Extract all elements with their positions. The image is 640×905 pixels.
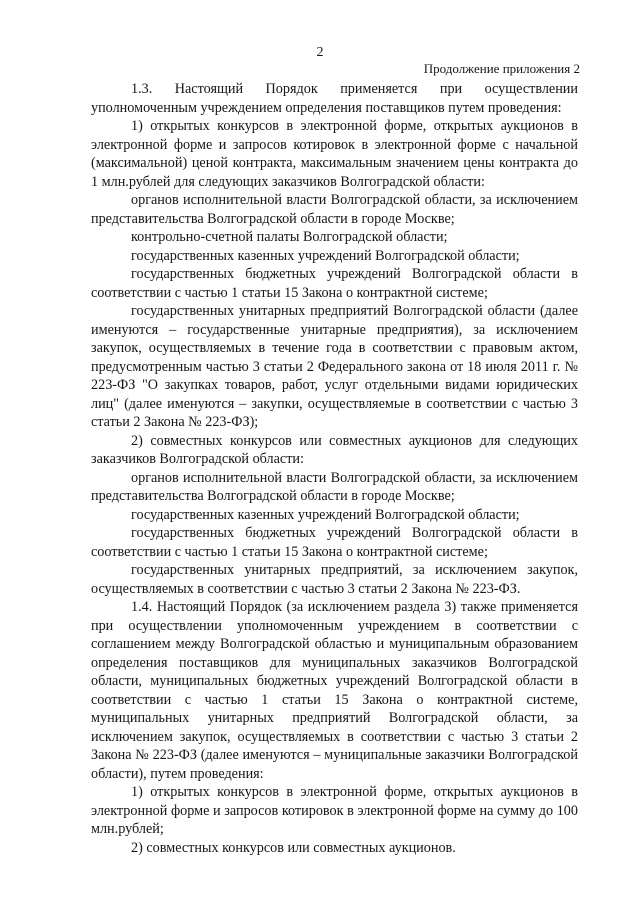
paragraph-executive-bodies: органов исполнительной власти Волгоградской области, за исключением представительства Волгоградской области в городе Москве;	[91, 192, 578, 227]
paragraph-state-institutions: государственных казенных учреждений Волгоградской области;	[131, 247, 520, 264]
paragraph-1-3: 1.3. Настоящий Порядок применяется при осуществлении уполномоченным учреждением определения поставщиков путем проведения:	[91, 81, 578, 116]
paragraph-municipal-item-1: 1) открытых конкурсов в электронной форме, открытых аукционов в электронной форме и запросов котировок в электронной форме на сумму до 100 млн.рублей;	[91, 784, 578, 837]
paragraph-municipal-item-2: 2) совместных конкурсов или совместных аукционов.	[131, 839, 456, 856]
paragraph-state-institutions-2: государственных казенных учреждений Волгоградской области;	[131, 506, 520, 523]
document-body	[91, 80, 578, 857]
paragraph-unitary-enterprises: государственных унитарных предприятий Волгоградской области (далее именуются – государственные унитарные предприятия), за исключением закупок, осуществляемых в течение года в соответствии с правовым актом, предусмотренным частью 3 статьи 2 Федерального закона от 18 июля 2011 г. № 223-ФЗ "О закупках товаров, работ, услуг отдельными видами юридических лиц" (далее именуются – закупки, осуществляемые в соответствии с частью 3 статьи 2 Закона № 223-ФЗ);	[91, 303, 578, 430]
paragraph-1-4: 1.4. Настоящий Порядок (за исключением раздела 3) также применяется при осуществлении уполномоченным учреждением в соответствии с соглашением между Волгоградской областью и муниципальным образованием определения поставщиков для муниципальных заказчиков Волгоградской области, муниципальных бюджетных учреждений Волгоградской области в соответствии с частью 1 статьи 15 Закона о контрактной системе, муниципальных унитарных предприятий Волгоградской области, за исключением закупок, осуществляемых в соответствии с частью 3 статьи 2 Закона № 223-ФЗ (далее именуются – муниципальные заказчики Волгоградской области), путем проведения:	[91, 599, 578, 782]
paragraph-executive-bodies-2: органов исполнительной власти Волгоградской области, за исключением представительства Волгоградской области в городе Москве;	[91, 469, 578, 504]
paragraph-item-2: 2) совместных конкурсов или совместных аукционов для следующих заказчиков Волгоградской области:	[91, 432, 578, 467]
page-number: 2	[316, 45, 324, 60]
paragraph-budget-institutions: государственных бюджетных учреждений Волгоградской области в соответствии с частью 1 статьи 15 Закона о контрактной системе;	[91, 266, 578, 301]
paragraph-item-1: 1) открытых конкурсов в электронной форме, открытых аукционов в электронной форме и запросов котировок в электронной форме с начальной (максимальной) ценой контракта, максимальным значением цены контракта до 1 млн.рублей для следующих заказчиков Волгоградской области:	[91, 118, 578, 190]
paragraph-audit-chamber: контрольно-счетной палаты Волгоградской области;	[131, 229, 448, 245]
paragraph-budget-institutions-2: государственных бюджетных учреждений Волгоградской области в соответствии с частью 1 статьи 15 Закона о контрактной системе;	[91, 525, 578, 560]
continuation-note: Продолжение приложения 2	[423, 61, 580, 76]
paragraph-unitary-enterprises-2: государственных унитарных предприятий, за исключением закупок, осуществляемых в соответствии с частью 3 статьи 2 Закона № 223-ФЗ.	[91, 562, 578, 597]
